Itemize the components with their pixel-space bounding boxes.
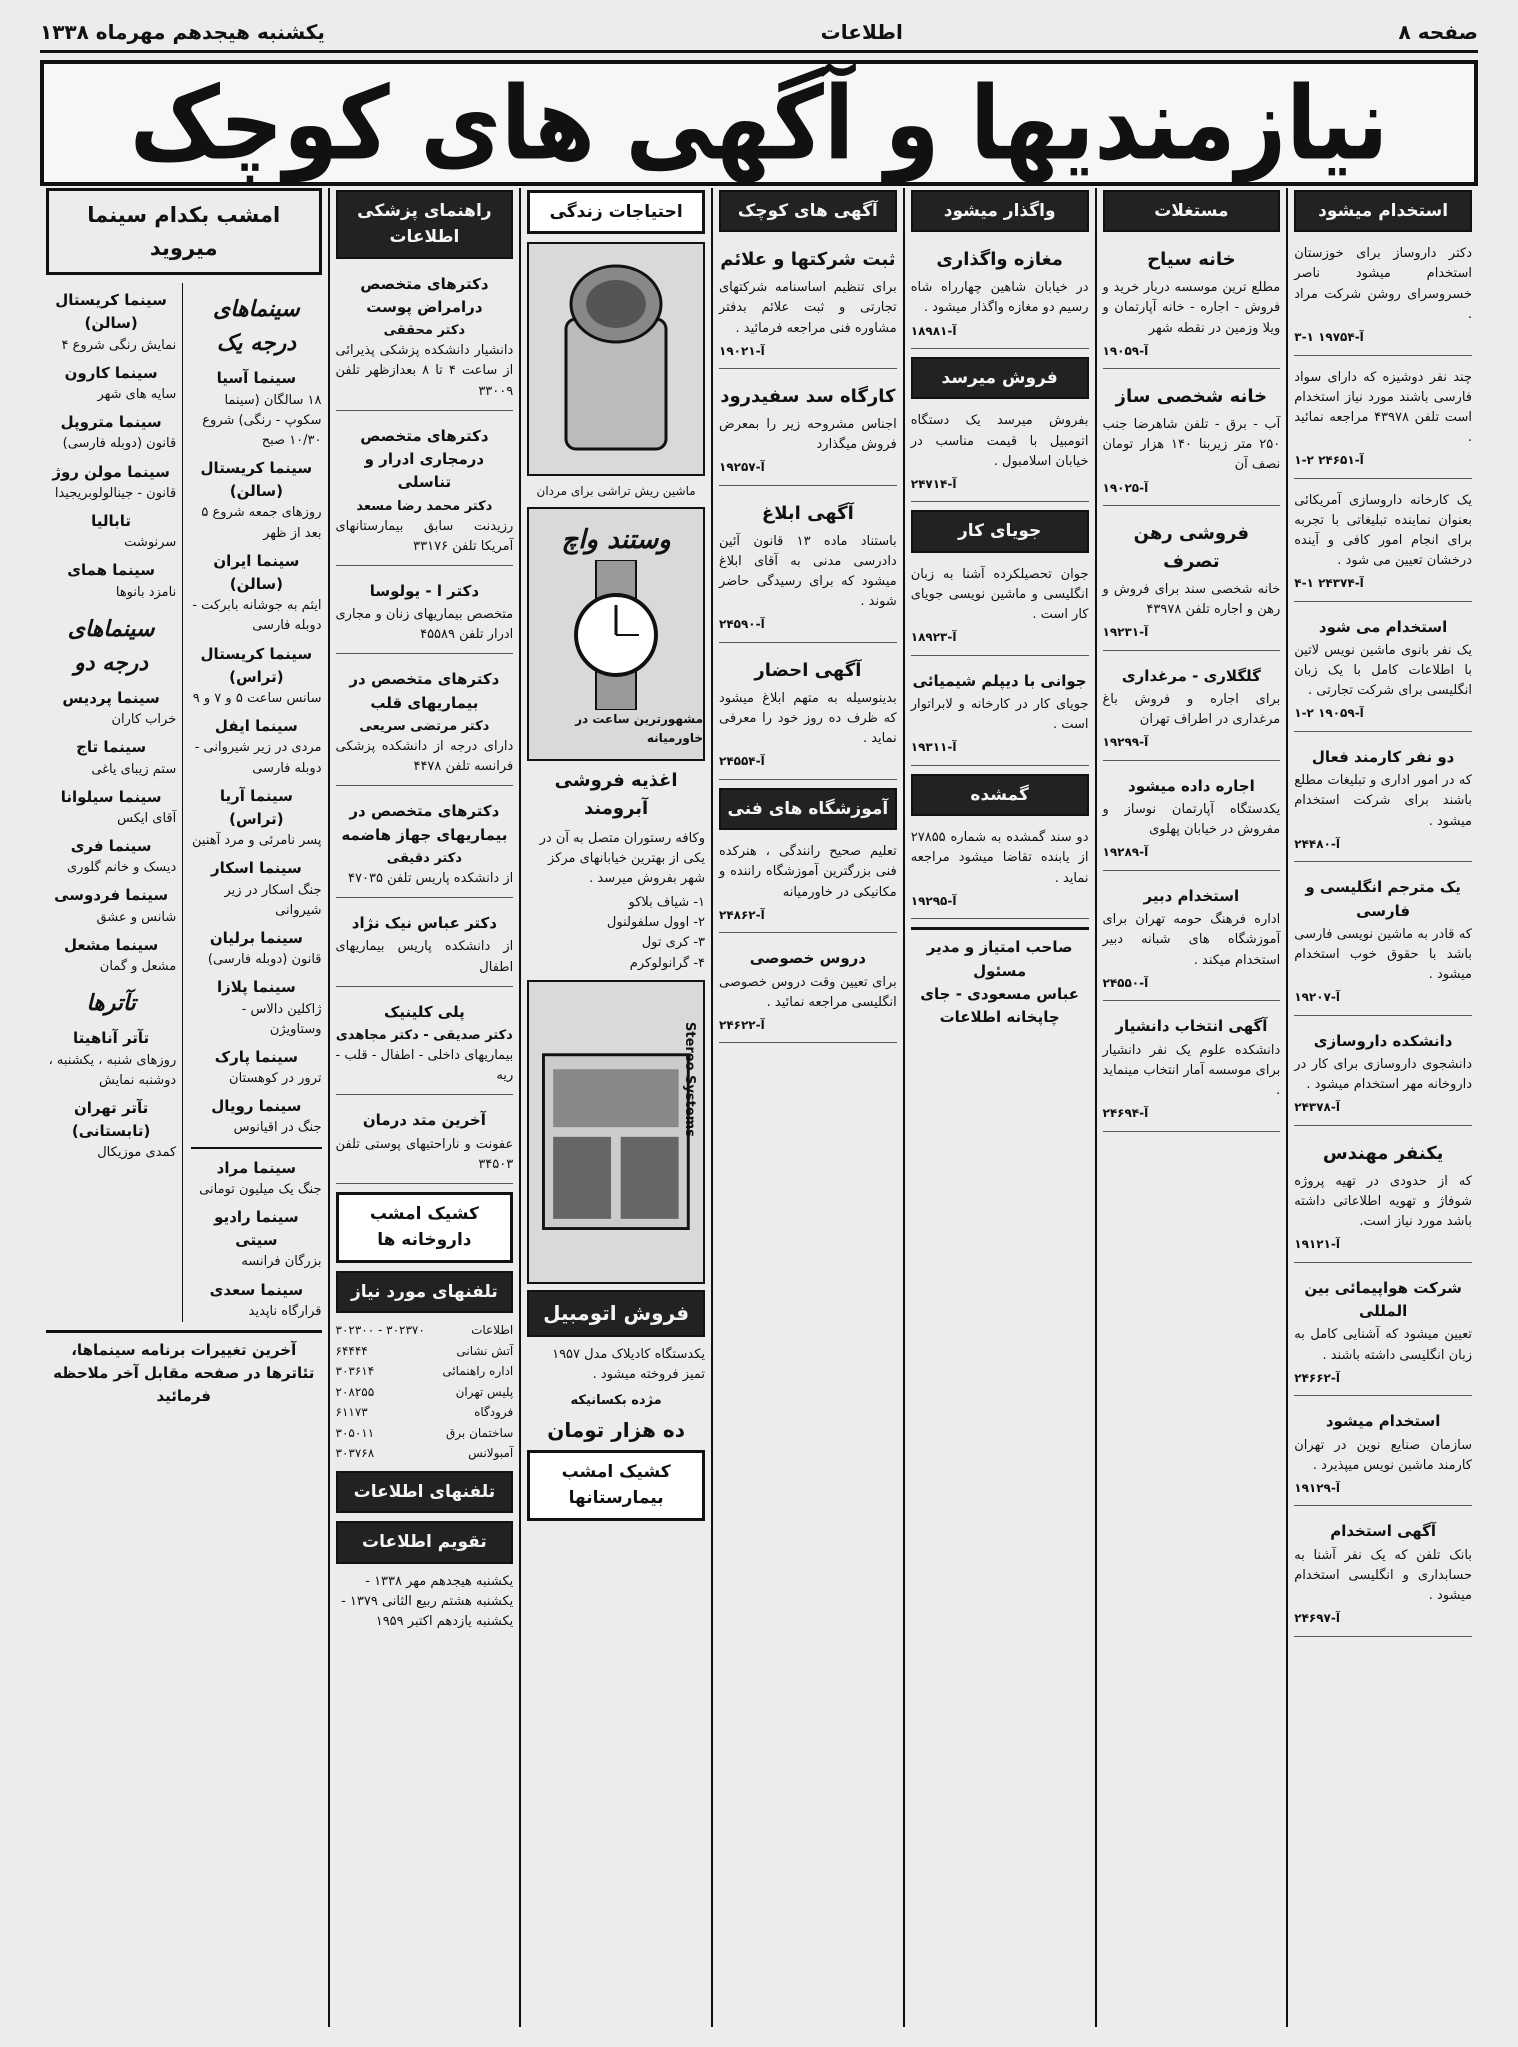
ad-title: آگهی انتخاب دانشیار <box>1115 1017 1268 1036</box>
cinema-listing: سینما مشعل مشعل و گمان <box>63 935 177 975</box>
phone-label: پلیس تهران <box>455 1384 514 1399</box>
stereo-ad <box>527 980 705 1284</box>
doctor-text: دانشیار دانشکده پزشکی پذیرائی از ساعت ۴ تا ۸ بعدازظهر تلفن ۳۳۰۰۹ <box>335 343 514 399</box>
ad-text: چند نفر دوشیزه که دارای سواد فارسی باشند مورد نیاز استخدام است تلفن ۴۳۹۷۸ مراجعه نمائید . <box>1294 369 1472 445</box>
category-header: گمشده <box>911 774 1089 816</box>
column-employment <box>1286 188 1478 2027</box>
phone-label: ساختمان برق <box>446 1425 514 1440</box>
ad-text: تعلیم صحیح رانندگی ، هنرکده فنی بزرگترین آموزشگاه راننده و مکانیکی در خاورمیانه <box>719 844 897 900</box>
ad-code: آ-۱۹۲۳۱ <box>1102 625 1149 640</box>
shaver-illustration <box>541 259 691 459</box>
theatre-listing: تآتر تهران (تابستانی) کمدی موزیکال <box>71 1098 177 1161</box>
ad-code: آ-۲۴۶۲۲ <box>719 1017 765 1032</box>
phone-label: اداره راهنمائی <box>442 1364 514 1379</box>
doctor-ad <box>336 1103 514 1184</box>
ad-text: برای اجاره و فروش باغ مرغداری در اطراف تهران <box>1102 692 1281 728</box>
doctor-text: از دانشکده پاریس تلفن ۴۷۰۳۵ <box>348 871 514 887</box>
food-title: اغذیه فروشی آبرومند <box>554 769 678 819</box>
ad-code: آ-۲۴۴۸۰ <box>1294 836 1340 851</box>
phone-number: ۳۰۳۷۶۸ <box>335 1446 375 1461</box>
ad-title: یکنفر مهندس <box>1322 1142 1444 1164</box>
ad-title: استخدام دبیر <box>1143 887 1240 906</box>
cinema-listing: سینما کارون سایه های شهر <box>64 363 177 402</box>
watch-caption: مشهورترین ساعت در خاورمیانه <box>575 712 703 746</box>
ad-code: آ-۱۹۰۲۵ <box>1102 480 1149 495</box>
classified-ad <box>719 377 897 486</box>
phone-number: ۲۰۸۲۵۵ <box>335 1384 375 1399</box>
reward-title: مژده بکسانیکه <box>570 1392 662 1408</box>
phone-row <box>336 1444 514 1463</box>
classified-ad <box>1294 240 1472 355</box>
cinema-listing: سینما آریا (تراس) پسر نامرئی و مرد آهنین <box>192 786 322 849</box>
cinema-banner: امشب بکدام سینما میروید <box>46 188 322 275</box>
ad-text: دکتر داروساز برای خوزستان استخدام میشود ناصر خسروسرای روشن شرکت مراد . <box>1294 246 1472 322</box>
classified-ad <box>911 407 1089 502</box>
classified-ad <box>1294 1271 1472 1396</box>
ad-text: جویای کار در کارخانه و لابراتوار است . <box>910 697 1089 733</box>
doctor-category: دکتر ا - یولوسا <box>369 581 480 600</box>
column-for-rent <box>903 188 1095 2027</box>
ad-code: آ-۲۴۶۹۷ <box>1294 1611 1340 1626</box>
classified-ad <box>719 651 897 780</box>
food-item: ۲- اوول سلفولنول <box>606 915 705 931</box>
ad-text: اداره فرهنگ حومه تهران برای آموزشگاه های شبانه دبیر استخدام میکند . <box>1102 912 1281 968</box>
phone-number: ۳۰۵۰۱۱ <box>335 1425 375 1440</box>
food-items <box>527 893 705 974</box>
ad-code: آ-۱۹۲۵۷ <box>719 460 765 475</box>
ad-text: یکدستگاه آپارتمان نوساز و مفروش در خیابان پهلوی <box>1102 802 1281 838</box>
category-header: استخدام میشود <box>1294 190 1472 232</box>
ad-code: آ-۱۹۲۹۵ <box>910 893 957 908</box>
car-text: یکدستگاه کادیلاک مدل ۱۹۵۷ تمیز فروخته میشود . <box>552 1346 705 1382</box>
cinema-listing: سینما متروپل قانون (دوبله فارسی) <box>60 413 177 452</box>
classified-ad <box>719 941 897 1043</box>
doctor-text: رزیدنت سابق بیمارستانهای آمریکا تلفن ۳۳۱۷۶ <box>335 518 514 554</box>
phone-row <box>336 1383 514 1402</box>
ad-text: در خیابان شاهین چهارراه شاه رسیم دو مغازه واگذار میشود . <box>910 280 1089 316</box>
ad-text: دو سند گمشده به شماره ۲۷۸۵۵ از یابنده تقاضا میشود مراجعه نماید . <box>910 830 1089 886</box>
ad-title: دروس خصوصی <box>749 949 866 968</box>
classified-ad <box>719 838 897 933</box>
ad-code: آ-۲۴۶۹۴ <box>1102 1106 1149 1120</box>
ad-code: آ-۱۸۹۲۳ <box>910 630 957 645</box>
category-header: احتیاجات زندگی <box>527 190 705 234</box>
cinema-listing: سینما فردوسی شانس و عشق <box>54 886 177 925</box>
cinema-listing: سینما فری دیسک و خانم گلوری <box>66 837 177 876</box>
ad-text: دانشکده علوم یک نفر دانشیار برای موسسه آمار انتخاب مینماید . <box>1102 1042 1281 1098</box>
phone-number: ۳۰۲۳۷۰ - ۳۰۲۳۰۰ <box>335 1322 425 1337</box>
cinema-listing: سینما سیلوانا آقای ایکس <box>60 787 177 826</box>
doctor-name: دکتر مرتضی سریعی <box>359 718 490 734</box>
ad-code: آ-۲۴۶۶۲ <box>1294 1370 1340 1385</box>
ad-title: آگهی احضار <box>754 660 862 682</box>
ad-code: آ-۱۹۲۹۹ <box>1102 735 1149 750</box>
cinema-listing: سینما ایفل مردی در زیر شیروانی - دوبله فارسی <box>194 717 322 776</box>
ad-text: که از حدودی در تهیه پروژه شوفاژ و تهویه اطلاعاتی داشته باشد مورد نیاز است. <box>1294 1173 1472 1230</box>
ad-text: که در امور اداری و تبلیغات مطلع باشند برای شرکت استخدام میشود . <box>1294 773 1472 829</box>
phone-number: ۶۴۴۴۴ <box>335 1343 368 1358</box>
ad-title: کارگاه سد سفیدرود <box>720 386 896 408</box>
doctor-text: بیماریهای داخلی - اطفال - قلب - ریه <box>335 1048 514 1084</box>
classified-ad <box>1103 1009 1281 1131</box>
cinema-listing: تابالیا سرنوشت <box>91 511 177 551</box>
watch-brand: وستند واچ <box>561 525 671 556</box>
cinema-subcolumn-right <box>191 283 321 1322</box>
ad-code: آ-۱۹۲۰۷ <box>1294 990 1340 1005</box>
doctor-category: دکترهای متخصص درامراض پوست <box>360 274 489 316</box>
stereo-label: Stereo Systems <box>682 1021 697 1137</box>
doctor-text: دارای درجه از دانشکده پزشکی فرانسه تلفن ۴۴۷۸ <box>335 739 514 775</box>
cinema-listing: سینما سعدی قرارگاه ناپدید <box>209 1280 322 1319</box>
classified-ad <box>1103 879 1281 1001</box>
cinema-listing: سینما رویال جنگ در اقیانوس <box>211 1097 322 1136</box>
ad-title: خانه شخصی ساز <box>1115 386 1268 408</box>
doctor-text: متخصص بیماریهای زنان و مجاری ادرار تلفن ۴۵۵۸۹ <box>335 607 514 643</box>
food-item: ۱- شیاف بلاکو <box>628 895 705 911</box>
phone-row <box>336 1362 514 1381</box>
ad-code: آ-۱۹۰۲۱ <box>719 343 765 358</box>
shaver-ad <box>527 242 705 476</box>
doctor-name: دکتر محمد رضا مسعد <box>356 498 493 514</box>
cinema-two-columns <box>46 283 322 1322</box>
ad-code: آ-۲۴۷۱۴ <box>910 476 957 491</box>
classifieds-masthead <box>40 60 1478 186</box>
ad-title: آگهی استخدام <box>1330 1522 1437 1541</box>
ad-text: بدینوسیله به متهم ابلاغ میشود که ظرف ده روز خود را معرفی نماید . <box>719 690 897 747</box>
ad-title: مغازه واگذاری <box>936 249 1063 271</box>
cinema-listing: سینما مولن روژ قانون - جینالولوبریجیدا <box>52 462 177 501</box>
cinema-listing: سینما کریستال (سالن) نمایش رنگی شروع ۴ <box>55 291 177 353</box>
phone-number: ۳۰۳۶۱۴ <box>335 1364 375 1379</box>
doctor-category: پلی کلینیک <box>384 1002 465 1021</box>
category-header: واگذار میشود <box>911 190 1089 232</box>
doctor-text: از دانشکده پاریس بیماریهای اطفال <box>335 939 514 975</box>
watch-illustration <box>561 560 671 710</box>
columns-container <box>40 188 1478 2027</box>
classified-ad <box>911 664 1089 766</box>
divider <box>191 1147 321 1149</box>
ad-text: بفروش میرسد یک دستگاه اتومبیل با قیمت مناسب در خیابان اسلامبول . <box>910 413 1089 469</box>
ad-text: یک نفر بانوی ماشین نویس لاتین با اطلاعات کامل با یک زبان انگلیسی برای شرکت تجارتی . <box>1294 643 1472 699</box>
food-text: وکافه رستوران متصل به آن در یکی از بهترین خیابانهای مرکز شهر بفروش میرسد . <box>539 830 705 886</box>
classified-ad <box>1294 610 1472 732</box>
hospitals-header: کشیک امشب بیمارستانها <box>527 1450 705 1521</box>
publisher-text: عباس مسعودی - جای چاپخانه اطلاعات <box>920 984 1079 1027</box>
cinema-listing: سینما اسکار جنگ اسکار در زیر شیروانی <box>210 859 322 918</box>
classified-ad <box>1103 240 1281 369</box>
ad-code: آ-۱۹۲۸۹ <box>1102 845 1149 860</box>
ad-title: جوانی با دیپلم شیمیائی <box>912 671 1087 690</box>
ad-code: آ-۱۹۳۱۱ <box>910 740 957 755</box>
ad-title: خانه سیاح <box>1147 249 1236 271</box>
cinema-footer-note: آخرین تغییرات برنامه سینماها، تئاترها در صفحه مقابل آخر ملاحظه فرمائید <box>46 1330 322 1409</box>
cinema-listing: سینما آسیا ۱۸ سالگان (سینما سکوپ - رنگی) شروع ۱۰/۳۰ صبح <box>202 369 322 448</box>
cinema-listing: سینما کریستال (تراس) سانس ساعت ۵ و ۷ و ۹ <box>192 644 322 707</box>
ad-title: یک مترجم انگلیسی و فارسی <box>1305 878 1461 920</box>
shaver-caption: ماشین ریش تراشی برای مردان <box>536 484 696 499</box>
doctor-ad <box>336 794 514 898</box>
column-real-estate <box>1095 188 1287 2027</box>
doctor-text: عفونت و ناراحتیهای پوستی تلفن ۳۴۵۰۳ <box>335 1136 514 1172</box>
column-illustrated-ads <box>519 188 711 2027</box>
cinema-listing: سینما رادیو سیتی بزرگان فرانسه <box>214 1207 322 1270</box>
page-number: صفحه ۸ <box>1398 20 1478 44</box>
theatres-title: تآترها <box>86 991 136 1017</box>
ad-text: برای تنظیم اساسنامه شرکتهای تجارتی و ثبت علائم بدفتر مشاوره فنی مراجعه فرمائید . <box>719 280 897 336</box>
classified-ad <box>719 494 897 643</box>
paper-name: اطلاعات <box>820 20 903 44</box>
publisher-note <box>911 927 1089 1029</box>
category-header: راهنمای پزشکی اطلاعات <box>336 190 514 259</box>
ad-title: آگهی ابلاغ <box>761 503 854 525</box>
ad-code: آ-۱۹۱۲۱ <box>1294 1237 1340 1252</box>
cinema-listing: سینما پارک ترور در کوهستان <box>214 1047 322 1087</box>
ad-title: استخدام می شود <box>1318 617 1448 636</box>
classified-ad <box>1103 659 1281 761</box>
classified-ad <box>1294 1404 1472 1506</box>
cinema-section-second-class: سینماهای درجه دو <box>67 616 155 676</box>
ad-code: ۴-۱ آ-۲۴۳۷۴ <box>1294 576 1364 591</box>
ad-title: دانشکده داروسازی <box>1313 1031 1453 1050</box>
classified-ad <box>1103 377 1281 506</box>
category-header: مستغلات <box>1103 190 1281 232</box>
category-header: فروش میرسد <box>911 357 1089 399</box>
reward-amount: ده هزار تومان <box>547 1418 685 1443</box>
doctor-ad <box>336 995 514 1096</box>
classified-ad <box>1103 514 1281 651</box>
phone-label: آتش نشانی <box>456 1343 514 1358</box>
ad-text: سازمان صنایع نوین در تهران کارمند ماشین نویس میپذیرد . <box>1294 1437 1472 1473</box>
phone-row <box>336 1403 514 1422</box>
column-medical-guide <box>328 188 520 2027</box>
stereo-illustration <box>529 1012 703 1252</box>
doctor-category: دکترهای متخصص درمجاری ادرار و تناسلی <box>360 426 489 492</box>
cinema-listing: سینما کریستال (سالن) روزهای جمعه شروع ۵ بعد از ظهر <box>200 458 322 541</box>
doctor-ad <box>336 574 514 655</box>
doctor-name: دکتر دقیقی <box>386 850 462 866</box>
phone-list <box>336 1321 514 1463</box>
ad-text: که قادر به ماشین نویسی فارسی باشد با حقوق خوب استخدام میشود . <box>1294 926 1472 983</box>
category-header: جویای کار <box>911 510 1089 552</box>
column-small-ads <box>711 188 903 2027</box>
ad-title: اجاره داده میشود <box>1128 776 1255 795</box>
watch-ad <box>527 507 705 761</box>
classified-ad <box>911 240 1089 349</box>
classified-ad <box>1294 1024 1472 1126</box>
classified-ad <box>1294 487 1472 602</box>
classified-ad <box>911 561 1089 656</box>
ad-title: استخدام میشود <box>1325 1412 1441 1431</box>
doctor-name: دکتر محققی <box>383 323 466 339</box>
ad-text: یک کارخانه داروسازی آمریکائی بعنوان نماینده تبلیغاتی با تجربه برای انجام امور کافی و آینده درخشان تعیین می شود . <box>1294 492 1472 569</box>
ad-text: برای تعیین وقت دروس خصوصی انگلیسی مراجعه نمائید . <box>719 974 897 1010</box>
cinema-listing: سینما تاج ستم زیبای یاغی <box>76 738 177 777</box>
phone-number: ۶۱۱۷۳ <box>335 1405 368 1420</box>
cinema-section-first-class: سینماهای درجه یک <box>213 297 300 357</box>
doctor-ad <box>336 906 514 987</box>
phone-label: اطلاعات <box>471 1322 514 1337</box>
classified-ad <box>911 824 1089 919</box>
cinema-listing: سینما پردیس خراب کاران <box>62 688 177 728</box>
ads-list <box>1294 240 1472 1636</box>
phone-row <box>336 1342 514 1361</box>
masthead-title: نیازمندیها و آگهی های کوچک <box>129 63 1389 183</box>
ad-code: آ-۱۹۱۲۹ <box>1294 1480 1340 1495</box>
cinema-subcolumn-left <box>46 283 183 1322</box>
doctor-category: دکترهای متخصص در بیماریهای قلب <box>349 670 500 712</box>
theatre-listing: تآتر آناهیتا روزهای شنبه ، یکشنبه ، دوشنبه نمایش <box>48 1029 177 1088</box>
ad-text: مطلع ترین موسسه دربار خرید و فروش - اجاره - خانه آپارتمان و ویلا وزمین در نقطه شهر <box>1102 280 1281 336</box>
ad-code: آ-۲۴۸۶۲ <box>719 907 765 922</box>
phone-label: فرودگاه <box>474 1405 514 1420</box>
cinema-listing: سینما پلازا ژاکلین دالاس - وستاویژن <box>217 978 322 1037</box>
cinema-listing: سینما مراد جنگ یک میلیون تومانی <box>199 1158 322 1197</box>
ad-title: گلگلاری - مرغداری <box>1121 666 1261 685</box>
cinema-listing: سینما برلیان قانون (دوبله فارسی) <box>207 928 322 968</box>
ad-code: ۱-۲ آ-۱۹۰۵۹ <box>1294 706 1364 721</box>
pharmacy-header: کشیک امشب داروخانه ها <box>336 1192 514 1263</box>
ad-text: اجناس مشروحه زیر را بمعرض فروش میگذارد <box>719 417 897 453</box>
doctor-category: دکتر عباس نیک نژاد <box>351 914 497 933</box>
ad-text: باستناد ماده ۱۳ قانون آئین دادرسی مدنی به آقای ابلاغ میشود که برای رسیدگی حاضر شوند . <box>719 533 897 610</box>
cinema-listing: سینما همای نامزد بانوها <box>67 561 177 600</box>
ad-code: آ-۲۴۳۷۸ <box>1294 1100 1340 1115</box>
calendar-text: یکشنبه هیجدهم مهر ۱۳۳۸ - یکشنبه هشتم ربیع الثانی ۱۳۷۹ - یکشنبه یازدهم اکتبر ۱۹۵۹ <box>341 1573 514 1630</box>
ad-code: آ-۱۹۰۵۹ <box>1102 343 1149 358</box>
ad-title: دو نفر کارمند فعال <box>1311 748 1455 767</box>
category-header: آموزشگاه های فنی <box>719 788 897 830</box>
ad-code: ۳-۱ آ-۱۹۷۵۴ <box>1294 329 1364 344</box>
ad-code: آ-۱۸۹۸۱ <box>910 323 957 338</box>
classified-ad <box>1294 1134 1472 1263</box>
phone-row <box>336 1321 514 1340</box>
car-sale-header: فروش اتومبیل <box>527 1290 705 1337</box>
calendar-header: تقویم اطلاعات <box>336 1521 514 1563</box>
doctor-name: دکتر صدیقی - دکتر مجاهدی <box>335 1027 513 1043</box>
classified-ad <box>1294 740 1472 862</box>
ad-text: آب - برق - تلفن شاهرضا جنب ۲۵۰ متر زیربنا ۱۴۰ هزار تومان نصف آن <box>1102 417 1281 473</box>
doctor-ad <box>336 662 514 786</box>
ad-title: ثبت شرکتها و علائم <box>720 249 896 271</box>
classified-ad <box>1294 1514 1472 1636</box>
phones-header: تلفنهای مورد نیاز <box>336 1271 514 1313</box>
ad-text: تعیین میشود که آشنایی کامل به زبان انگلیسی داشته باشند . <box>1294 1327 1472 1363</box>
food-item: ۳- کری تول <box>641 935 705 951</box>
ad-title: فروشی رهن تصرف <box>1133 523 1250 573</box>
doctor-category: دکترهای متخصص در بیماریهای جهاز هاضمه <box>341 802 508 844</box>
ad-text: دانشجوی داروسازی برای کار در داروخانه مهر استخدام میشود . <box>1294 1057 1472 1093</box>
doctor-ad <box>336 267 514 411</box>
ad-text: بانک تلفن که یک نفر آشنا به حسابداری و انگلیسی استخدام میشود . <box>1294 1547 1472 1603</box>
ad-code: آ-۲۴۵۵۰ <box>1102 975 1149 990</box>
ad-code: ۱-۲ آ-۲۴۶۵۱ <box>1294 453 1364 468</box>
ettelaat-phones-header: تلفنهای اطلاعات <box>336 1471 514 1513</box>
ad-code: آ-۲۴۵۵۴ <box>719 754 765 769</box>
classified-ad <box>1103 769 1281 871</box>
phone-row <box>336 1424 514 1443</box>
column-cinema-guide <box>40 188 328 2027</box>
ad-text: خانه شخصی سند برای فروش و رهن و اجاره تلفن ۴۳۹۷۸ <box>1102 581 1281 618</box>
cinema-listing: سینما ایران (سالن) ایثم به جوشانه بابرکت - دوبله فارسی <box>192 551 322 634</box>
classified-ad <box>719 240 897 369</box>
phone-label: آمبولانس <box>468 1446 514 1461</box>
issue-date: یکشنبه هیجدهم مهرماه ۱۳۳۸ <box>40 20 325 44</box>
category-header: آگهی های کوچک <box>719 190 897 232</box>
ad-code: آ-۲۴۵۹۰ <box>719 617 765 632</box>
ad-text: جوان تحصیلکرده آشنا به زبان انگلیسی و ماشین نویسی جویای کار است . <box>910 566 1089 623</box>
ad-title: شرکت هواپیمائی بین المللی <box>1304 1278 1462 1321</box>
publisher-title: صاحب امتیاز و مدیر مسئول <box>926 938 1073 980</box>
doctor-category: آخرین متد درمان <box>362 1111 486 1130</box>
classified-ad <box>1294 364 1472 479</box>
classified-ad <box>1294 870 1472 1016</box>
food-item: ۴- گرانولوکرم <box>629 955 705 971</box>
doctor-ad <box>336 419 514 566</box>
page-header <box>40 14 1478 53</box>
